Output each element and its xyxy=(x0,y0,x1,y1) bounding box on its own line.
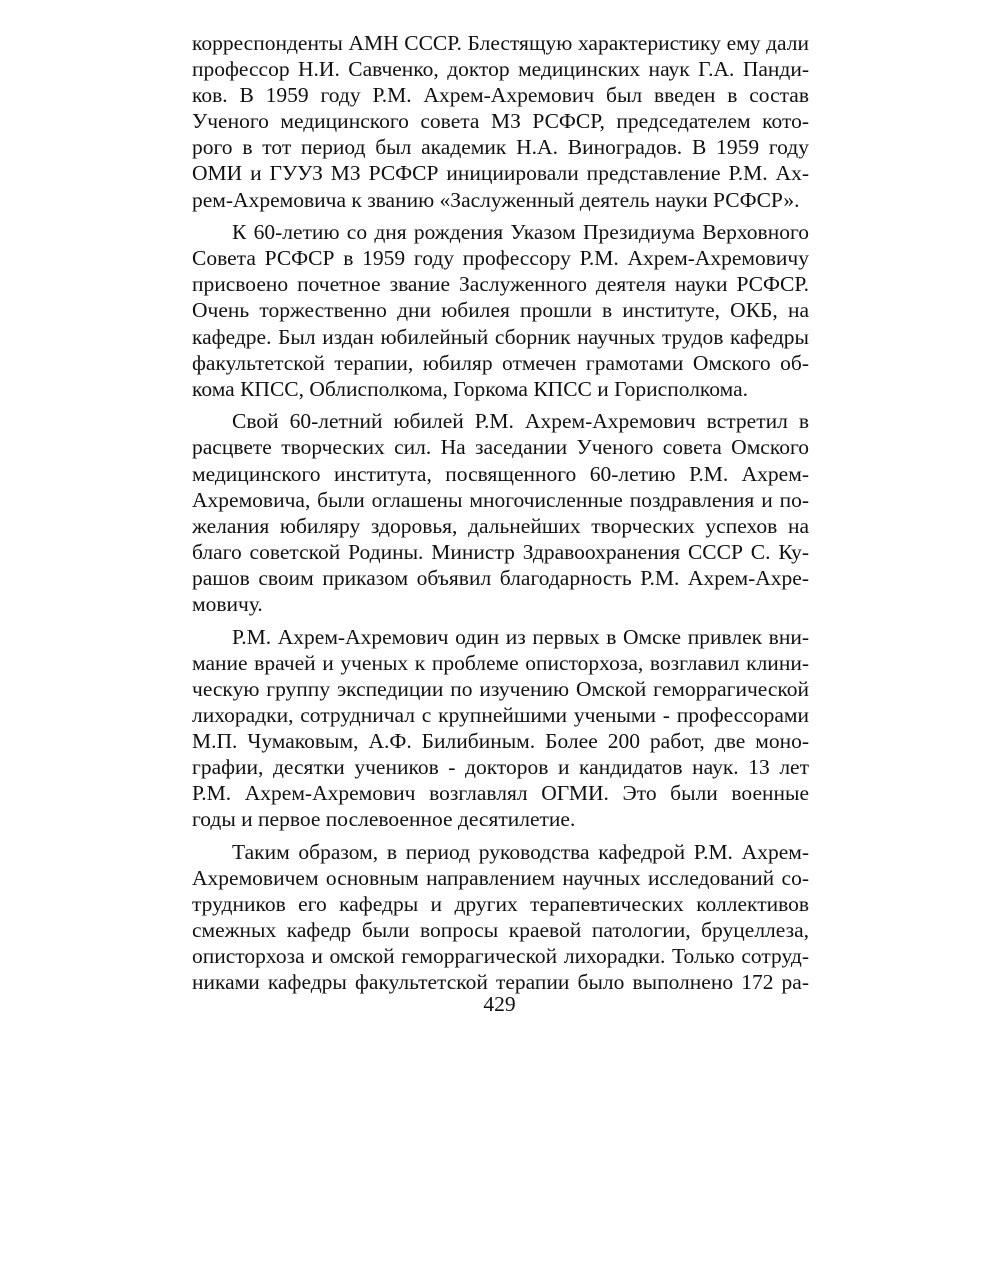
text-line: рого в тот период был академик Н.А. Виноградов. В 1959 году xyxy=(192,135,809,160)
paragraph xyxy=(192,839,809,996)
paragraph xyxy=(192,624,809,833)
text-line: лихорадки, сотрудничал с крупнейшими учеными - профессорами xyxy=(192,702,809,727)
text-line: Ученого медицинского совета МЗ РСФСР, председателем кото- xyxy=(192,109,809,134)
text-line: медицинского института, посвященного 60-летию Р.М. Ахрем- xyxy=(192,461,809,486)
text-line: благо советской Родины. Министр Здравоохранения СССР С. Ку- xyxy=(192,539,809,564)
text-line: кома КПСС, Облисполкома, Горкома КПСС и Горисполкома. xyxy=(192,376,748,401)
text-line: мание врачей и ученых к проблеме описторхоза, возглавил клини- xyxy=(192,650,809,675)
text-line: Свой 60-летний юбилей Р.М. Ахрем-Ахремович встретил в xyxy=(232,409,809,434)
text-line: рем-Ахремовича к званию «Заслуженный деятель науки РСФСР». xyxy=(192,187,800,212)
paragraph xyxy=(192,219,809,402)
text-line: кафедре. Был издан юбилейный сборник научных трудов кафедры xyxy=(192,324,809,349)
text-line: Р.М. Ахрем-Ахремович возглавлял ОГМИ. Это были военные xyxy=(192,781,809,806)
text-line: Очень торжественно дни юбилея прошли в институте, ОКБ, на xyxy=(192,298,809,323)
text-line: желания юбиляру здоровья, дальнейших творческих успехов на xyxy=(192,513,809,538)
text-line: расцвете творческих сил. На заседании Ученого совета Омского xyxy=(192,435,809,460)
body-text xyxy=(192,30,809,1002)
text-line: ческую группу экспедиции по изучению Омской геморрагической xyxy=(192,676,809,701)
text-line: корреспонденты АМН СССР. Блестящую характеристику ему дали xyxy=(192,31,809,55)
text-line: годы и первое послевоенное десятилетие. xyxy=(192,807,576,832)
text-line: Таким образом, в период руководства кафедрой Р.М. Ахрем- xyxy=(232,839,809,864)
text-line: Ахремовичем основным направлением научных исследований со- xyxy=(192,865,809,890)
text-line: Совета РСФСР в 1959 году профессору Р.М. Ахрем-Ахремовичу xyxy=(192,246,809,271)
text-line: трудников его кафедры и других терапевтических коллективов xyxy=(192,892,809,916)
text-line: ОМИ и ГУУЗ МЗ РСФСР инициировали представление Р.М. Ах- xyxy=(192,161,809,186)
text-line: ков. В 1959 году Р.М. Ахрем-Ахремович был введен в состав xyxy=(192,83,809,108)
text-line: Р.М. Ахрем-Ахремович один из первых в Омске привлек вни- xyxy=(232,624,809,649)
text-line: никами кафедры факультетской терапии было выполнено 172 ра- xyxy=(192,970,809,995)
page-number: 429 xyxy=(483,992,516,1016)
text-line: описторхоза и омской геморрагической лихорадки. Только сотруд- xyxy=(192,944,809,969)
text-line: профессор Н.И. Савченко, доктор медицинских наук Г.А. Панди- xyxy=(192,57,809,82)
text-line: М.П. Чумаковым, А.Ф. Билибиным. Более 200 работ, две моно- xyxy=(192,728,809,753)
text-line: рашов своим приказом объявил благодарность Р.М. Ахрем-Ахре- xyxy=(192,565,809,590)
text-line: К 60-летию со дня рождения Указом Президиума Верховного xyxy=(232,220,809,245)
text-line: мовичу. xyxy=(192,591,263,616)
text-line: факультетской терапии, юбиляр отмечен грамотами Омского об- xyxy=(192,350,809,375)
text-line: графии, десятки учеников - докторов и кандидатов наук. 13 лет xyxy=(192,755,809,780)
text-line: Ахремовича, были оглашены многочисленные поздравления и по- xyxy=(192,487,809,512)
text-line: присвоено почетное звание Заслуженного деятеля науки РСФСР. xyxy=(192,272,809,297)
paragraph xyxy=(192,30,809,213)
paragraph xyxy=(192,408,809,617)
text-line: смежных кафедр были вопросы краевой патологии, бруцеллеза, xyxy=(192,918,809,943)
